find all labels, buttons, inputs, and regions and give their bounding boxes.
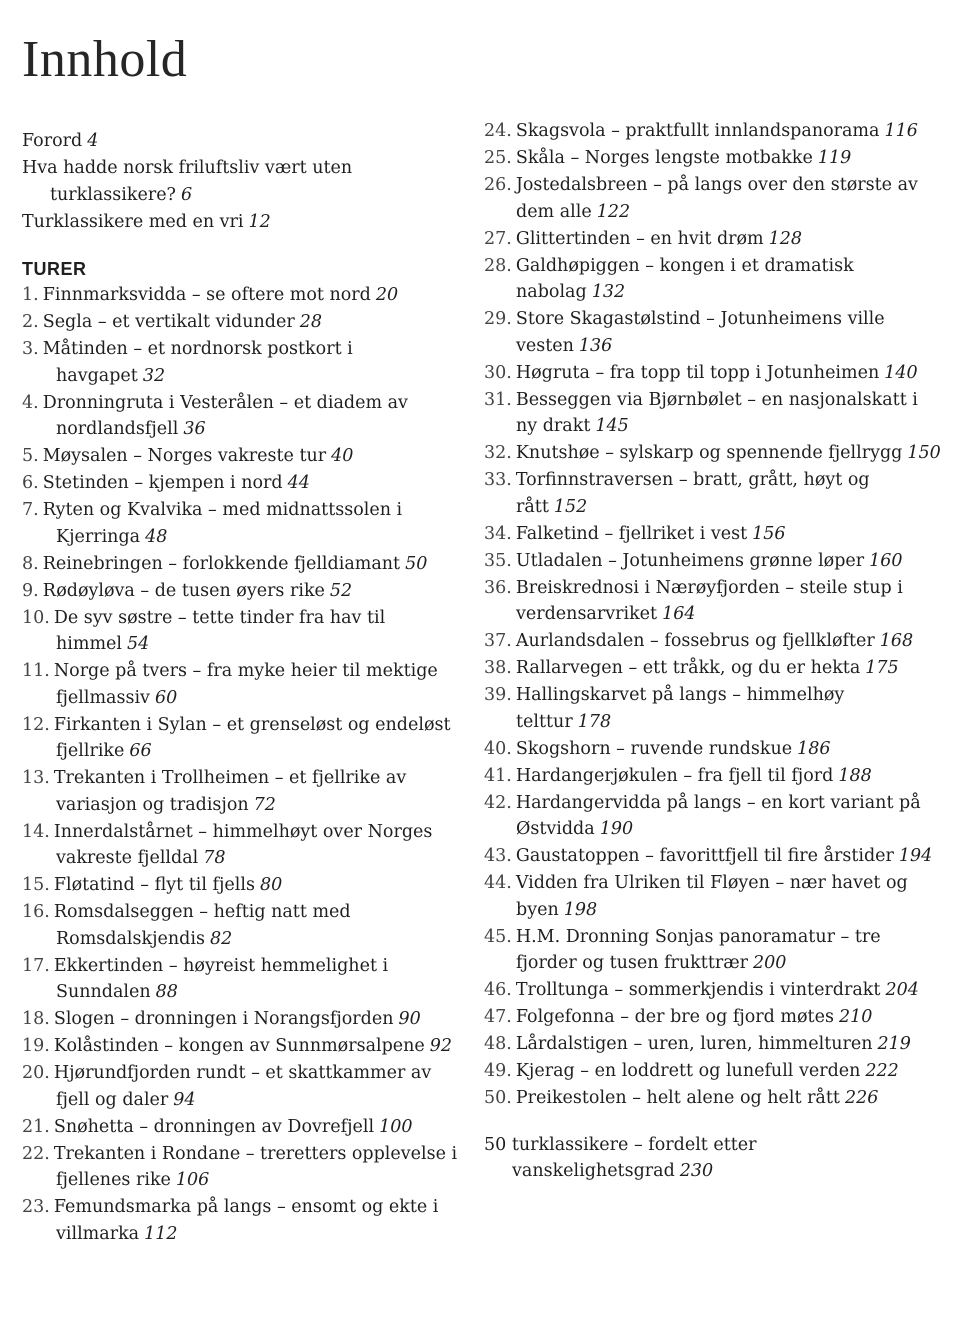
entry-text: Breiskrednosi i Nærøyfjorden – steile stup i verdensarvriket (515, 577, 903, 624)
entry-page: 136 (578, 335, 613, 356)
entry-number: 5. (22, 446, 39, 466)
toc-entry[interactable] (484, 682, 944, 735)
toc-entry[interactable] (22, 282, 462, 309)
entry-number: 7. (22, 500, 39, 520)
entry-text: Skåla – Norges lengste motbakke (515, 148, 813, 168)
entry-page: 132 (591, 282, 626, 302)
toc-entry[interactable] (22, 953, 462, 1006)
entry-text: Hva hadde norsk friluftsliv vært uten turklassikere? (22, 158, 353, 205)
entry-text: Ekkertinden – høyreist hemmelighet i Sunndalen (53, 955, 389, 1002)
entry-page: 32 (142, 365, 166, 386)
entry-text: Hardangerjøkulen – fra fjell til fjord (515, 765, 834, 786)
entry-text: Lårdalstigen – uren, luren, himmelturen (515, 1034, 873, 1054)
entry-text: Fløtatind – flyt til fjells (53, 875, 255, 895)
entry-number: 8. (22, 553, 39, 574)
toc-entry[interactable] (484, 977, 944, 1004)
entry-number: 22. (22, 1143, 50, 1164)
entry-number: 16. (22, 902, 50, 922)
entry-number: 9. (22, 580, 39, 601)
entry-number: 3. (22, 339, 39, 359)
entry-number: 20. (22, 1063, 50, 1083)
toc-entry[interactable] (484, 145, 944, 172)
entry-text: Falketind – fjellriket i vest (515, 523, 748, 544)
entry-text: Måtinden – et nordnorsk postkort i havgapet (42, 339, 353, 386)
toc-entry[interactable] (484, 360, 944, 387)
entry-text: Dronningruta i Vesterålen – et diadem av nordlandsfjell (42, 392, 408, 439)
entry-number: 10. (22, 607, 50, 628)
entry-text: Utladalen – Jotunheimens grønne løper (515, 550, 865, 571)
entry-text: H.M. Dronning Sonjas panoramatur – tre fjorder og tusen frukttrær (515, 926, 881, 973)
entry-number: 40. (484, 738, 512, 759)
entry-page: 54 (127, 634, 150, 654)
entry-text: Hardangervidda på langs – en kort variant på Østvidda (515, 792, 921, 839)
toc-entry[interactable] (484, 1058, 944, 1085)
entry-number: 33. (484, 470, 512, 490)
toc-entry[interactable] (484, 763, 944, 790)
entry-text: Forord (22, 131, 83, 151)
entry-number: 30. (484, 362, 512, 383)
entry-number: 19. (22, 1036, 50, 1056)
entry-text: Høgruta – fra topp til topp i Jotunheimen (515, 362, 880, 383)
toc-entry[interactable] (484, 118, 944, 145)
entry-number: 14. (22, 821, 50, 842)
entry-page: 128 (768, 228, 803, 249)
entry-page: 145 (595, 416, 629, 436)
entry-text: Hallingskarvet på langs – himmelhøy telttur (515, 685, 845, 732)
entry-number: 49. (484, 1061, 512, 1081)
entry-text: Knutshøe – sylskarp og spennende fjellrygg (515, 443, 903, 463)
entry-number: 31. (484, 389, 512, 410)
entry-number: 42. (484, 792, 512, 813)
toc-entry[interactable] (22, 1114, 462, 1141)
toc-entry[interactable] (22, 1006, 462, 1033)
toc-entry[interactable] (484, 387, 944, 440)
entry-text: Jostedalsbreen – på langs over den største av dem alle (515, 175, 918, 222)
entry-text: Skagsvola – praktfullt innlandspanorama (515, 121, 880, 141)
toc-entry[interactable] (484, 870, 944, 923)
toc-entry[interactable] (22, 497, 462, 550)
entry-number: 47. (484, 1007, 512, 1027)
entry-number: 46. (484, 980, 512, 1000)
entry-page: 116 (884, 121, 918, 141)
toc-entry-intro[interactable] (22, 155, 462, 208)
entry-page: 194 (898, 846, 933, 866)
entry-number: 25. (484, 148, 512, 168)
entry-number: 37. (484, 631, 512, 651)
entry-number: 21. (22, 1116, 50, 1137)
entry-number: 35. (484, 550, 512, 571)
entry-page: 204 (885, 980, 919, 1000)
front-matter-list (22, 128, 462, 235)
entry-page: 12 (248, 211, 271, 232)
entry-page: 175 (865, 658, 899, 678)
entry-page: 152 (553, 496, 588, 517)
entry-text: Innerdalstårnet – himmelhøyt over Norges vakreste fjelldal (53, 821, 433, 868)
entry-number: 44. (484, 873, 512, 893)
entry-page: 20 (375, 285, 399, 305)
entry-page: 82 (209, 928, 233, 949)
entry-page: 50 (405, 553, 428, 574)
entry-text: Glittertinden – en hvit drøm (515, 228, 764, 249)
toc-entry[interactable] (22, 1033, 462, 1060)
closing-section (484, 1132, 944, 1185)
toc-entry[interactable] (22, 605, 462, 658)
entry-page: 200 (753, 953, 787, 973)
entry-page: 122 (596, 201, 631, 222)
toc-entry[interactable] (22, 390, 462, 443)
toc-entry[interactable] (484, 253, 944, 306)
entry-text: Snøhetta – dronningen av Dovrefjell (53, 1116, 375, 1137)
entry-number: 28. (484, 255, 512, 276)
entry-page: 48 (145, 526, 168, 547)
entry-page: 119 (817, 148, 852, 168)
toc-entry[interactable] (484, 521, 944, 548)
entry-text: Aurlandsdalen – fossebrus og fjellkløfter (515, 631, 875, 651)
toc-entry[interactable] (22, 309, 462, 336)
entry-page: 226 (844, 1088, 879, 1108)
toc-entry[interactable] (22, 1141, 462, 1194)
entry-page: 164 (662, 604, 696, 624)
entry-number: 23. (22, 1197, 50, 1217)
entry-number: 11. (22, 661, 50, 681)
toc-entry[interactable] (484, 172, 944, 225)
toc-entry[interactable] (484, 467, 944, 520)
entry-text: 50 turklassikere – fordelt etter vanskelighetsgrad (484, 1134, 757, 1181)
entry-text: De syv søstre – tette tinder fra hav til himmel (53, 607, 386, 654)
toc-entry[interactable] (22, 578, 462, 605)
toc-entry[interactable] (22, 765, 462, 818)
entry-number: 48. (484, 1034, 512, 1054)
entry-text: Skogshorn – ruvende rundskue (515, 738, 793, 759)
toc-entry[interactable] (22, 658, 462, 711)
entry-page: 52 (329, 580, 353, 601)
toc-entry[interactable] (484, 736, 944, 763)
entry-number: 41. (484, 765, 512, 786)
entry-page: 168 (879, 631, 914, 651)
entry-page: 178 (577, 711, 612, 732)
entry-text: Trekanten i Rondane – treretters opplevelse i fjellenes rike (53, 1143, 458, 1190)
entry-text: Norge på tvers – fra myke heier til mektige fjellmassiv (53, 661, 438, 708)
toc-entry[interactable] (484, 790, 944, 843)
entry-page: 222 (865, 1061, 899, 1081)
entry-page: 190 (599, 819, 634, 839)
entry-text: Segla – et vertikalt vidunder (42, 312, 295, 332)
toc-entry[interactable] (22, 470, 462, 497)
entry-page: 28 (299, 312, 323, 332)
toc-entry[interactable] (22, 336, 462, 389)
entry-text: Kjerag – en loddrett og lunefull verden (515, 1061, 861, 1081)
toc-entry[interactable] (484, 1085, 944, 1112)
section-heading-turer: TURER (22, 259, 87, 279)
toc-entry[interactable] (484, 575, 944, 628)
toc-entry[interactable] (484, 655, 944, 682)
entry-text: Kolåstinden – kongen av Sunnmørsalpene (53, 1036, 425, 1056)
toc-entry[interactable] (22, 819, 462, 872)
toc-entry[interactable] (22, 712, 462, 765)
entry-page: 188 (838, 765, 872, 786)
toc-entry[interactable] (484, 843, 944, 870)
entry-text: Slogen – dronningen i Norangsfjorden (53, 1009, 394, 1029)
entry-text: Møysalen – Norges vakreste tur (42, 446, 327, 466)
entry-page: 112 (144, 1223, 178, 1244)
toc-entry-vanskelighetsgrad[interactable] (484, 1132, 944, 1185)
entry-text: Romsdalseggen – heftig natt med Romsdalskjendis (53, 902, 351, 949)
entry-page: 186 (797, 738, 831, 759)
toc-entry[interactable] (22, 872, 462, 899)
entry-number: 29. (484, 309, 512, 329)
toc-entry[interactable] (484, 1004, 944, 1031)
entry-text: Folgefonna – der bre og fjord møtes (515, 1007, 834, 1027)
toc-entry-forord[interactable] (22, 128, 462, 155)
entry-page: 92 (429, 1036, 453, 1056)
entry-page: 150 (907, 443, 941, 463)
entry-page: 40 (331, 446, 354, 466)
entry-page: 210 (838, 1007, 873, 1027)
entry-number: 50. (484, 1088, 512, 1108)
entry-text: Firkanten i Sylan – et grenseløst og endeløst fjellrike (53, 714, 451, 761)
toc-entry[interactable] (484, 226, 944, 253)
entry-text: Galdhøpiggen – kongen i et dramatisk nabolag (515, 255, 854, 302)
entry-page: 140 (884, 362, 918, 383)
entry-page: 90 (398, 1009, 421, 1029)
entry-page: 44 (287, 473, 310, 493)
entry-text: Trolltunga – sommerkjendis i vinterdrakt (515, 980, 881, 1000)
entry-number: 27. (484, 228, 512, 249)
toc-entry[interactable] (484, 1031, 944, 1058)
entry-number: 4. (22, 392, 39, 413)
entry-page: 94 (173, 1089, 196, 1110)
entry-number: 15. (22, 875, 50, 895)
entry-page: 100 (379, 1116, 413, 1137)
toc-entry[interactable] (22, 443, 462, 470)
toc-entry[interactable] (484, 440, 944, 467)
entry-text: Trekanten i Trollheimen – et fjellrike av variasjon og tradisjon (53, 768, 407, 815)
entry-number: 6. (22, 473, 39, 493)
entry-number: 38. (484, 658, 512, 678)
page-title: Innhold (22, 31, 188, 88)
entry-page: 160 (869, 550, 903, 571)
toc-entry[interactable] (484, 306, 944, 359)
entry-number: 45. (484, 926, 512, 947)
entry-page: 36 (183, 419, 206, 439)
entry-text: Preikestolen – helt alene og helt rått (515, 1088, 840, 1108)
entry-text: Turklassikere med en vri (22, 211, 244, 232)
toc-entry-vri[interactable] (22, 209, 462, 236)
entry-page: 80 (259, 875, 283, 895)
entry-page: 4 (87, 131, 99, 151)
entry-number: 2. (22, 312, 39, 332)
entry-text: Rallarvegen – ett tråkk, og du er hekta (515, 658, 861, 678)
turer-list-right (484, 118, 944, 1112)
entry-number: 12. (22, 714, 50, 735)
entry-text: Finnmarksvidda – se oftere mot nord (42, 285, 371, 305)
toc-entry[interactable] (484, 628, 944, 655)
entry-text: Stetinden – kjempen i nord (42, 473, 283, 493)
entry-number: 18. (22, 1009, 50, 1029)
toc-entry[interactable] (22, 1194, 462, 1247)
entry-text: Besseggen via Bjørnbølet – en nasjonalskatt i ny drakt (515, 389, 918, 436)
entry-page: 72 (253, 794, 276, 815)
entry-page: 156 (752, 523, 786, 544)
entry-page: 219 (877, 1034, 911, 1054)
entry-number: 1. (22, 285, 39, 305)
entry-page: 6 (180, 184, 193, 205)
entry-number: 26. (484, 175, 512, 195)
turer-list-left (22, 282, 462, 1247)
toc-entry[interactable] (484, 924, 944, 977)
entry-text: Reinebringen – forlokkende fjelldiamant (42, 553, 401, 574)
entry-text: Store Skagastølstind – Jotunheimens ville vesten (515, 309, 885, 356)
entry-page: 230 (679, 1161, 714, 1181)
entry-page: 106 (175, 1170, 210, 1190)
entry-text: Gaustatoppen – favorittfjell til fire årstider (515, 846, 894, 866)
entry-number: 24. (484, 121, 512, 141)
entry-page: 88 (155, 982, 178, 1002)
entry-number: 43. (484, 846, 512, 866)
entry-page: 78 (203, 848, 226, 868)
entry-page: 66 (129, 741, 152, 761)
toc-right-column (484, 118, 944, 1185)
toc-left-column (22, 128, 462, 1248)
entry-number: 34. (484, 523, 512, 544)
entry-page: 198 (563, 899, 598, 920)
toc-entry[interactable] (22, 1060, 462, 1113)
entry-text: Torfinnstraversen – bratt, grått, høyt og rått (515, 470, 870, 517)
toc-entry[interactable] (22, 551, 462, 578)
entry-number: 17. (22, 955, 50, 976)
toc-entry[interactable] (22, 899, 462, 952)
entry-text: Vidden fra Ulriken til Fløyen – nær havet og byen (515, 873, 908, 920)
entry-text: Hjørundfjorden rundt – et skattkammer av fjell og daler (53, 1063, 432, 1110)
toc-entry[interactable] (484, 548, 944, 575)
entry-number: 36. (484, 577, 512, 598)
entry-number: 13. (22, 768, 50, 788)
entry-text: Rødøyløva – de tusen øyers rike (42, 580, 325, 601)
entry-text: Femundsmarka på langs – ensomt og ekte i villmarka (53, 1197, 439, 1244)
entry-page: 60 (154, 687, 178, 708)
entry-number: 39. (484, 685, 512, 705)
entry-text: Ryten og Kvalvika – med midnattssolen i Kjerringa (42, 500, 403, 547)
entry-number: 32. (484, 443, 512, 463)
